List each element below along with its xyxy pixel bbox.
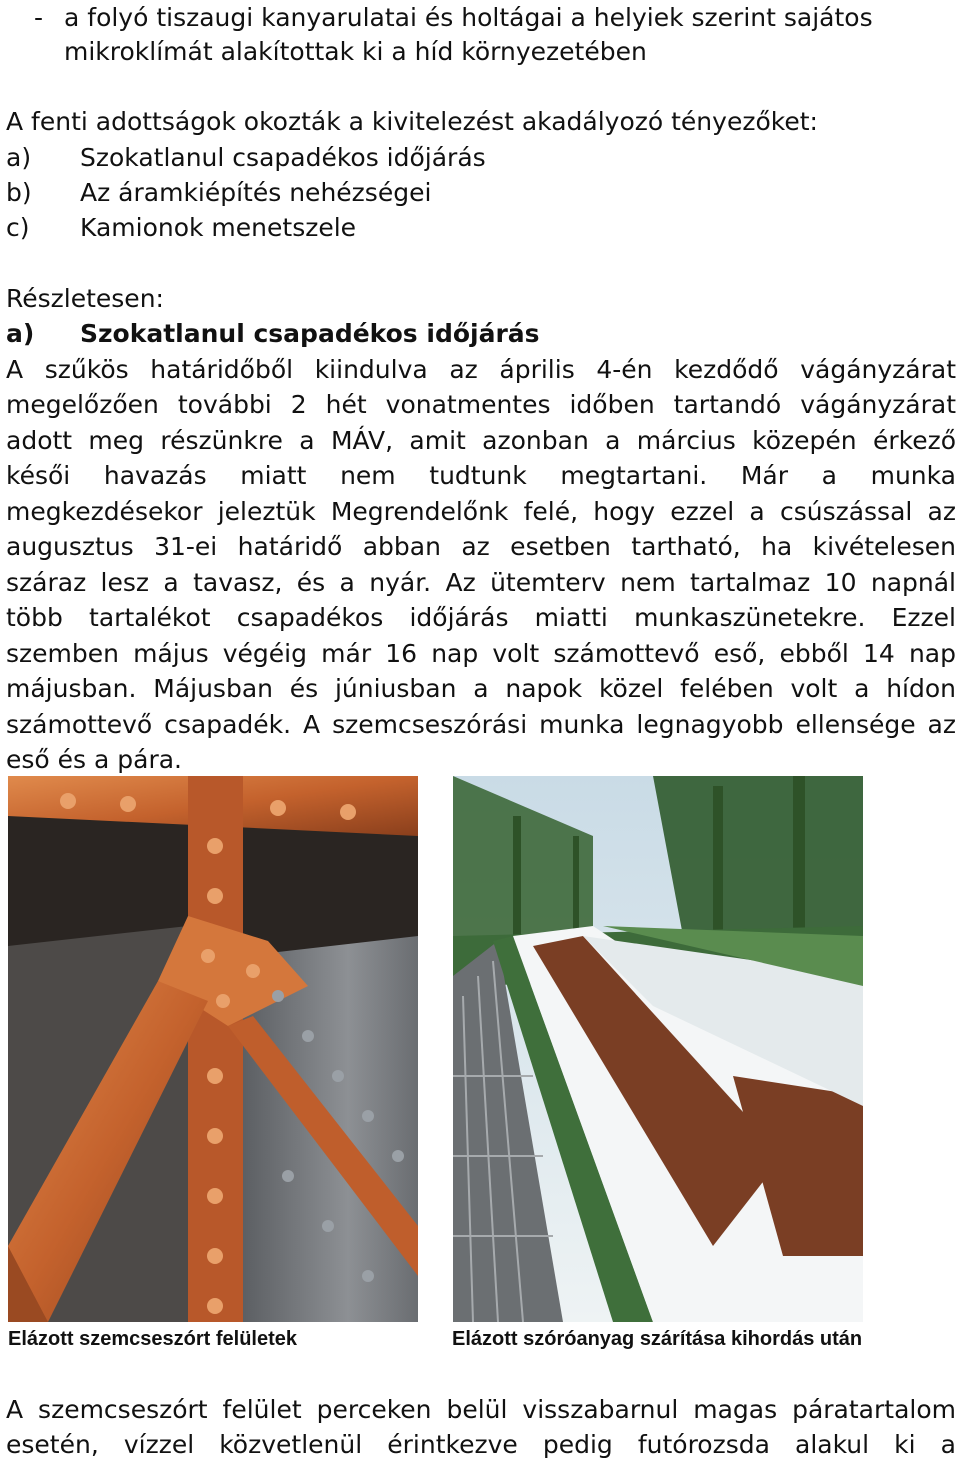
photo-bridge-drying [453, 776, 863, 1322]
caption-left: Elázott szemcseszórt felületek [8, 1328, 297, 1350]
factor-item-c: c) Kamionok menetszele [6, 213, 357, 242]
paragraph-line-11: számottevő csapadék. A szemcseszórási munka legnagyobb ellensége az [6, 710, 956, 739]
paragraph-line-4: késői havazás miatt nem tudtunk megtartani. Már a munka [6, 461, 956, 490]
intro-bullet-line-1: - a folyó tiszaugi kanyarulatai és holtágai a helyiek szerint sajátos [6, 0, 873, 36]
photo-rusted-steel [8, 776, 418, 1322]
intro-bullet-line-2: mikroklímát alakítottak ki a híd környezetében [64, 37, 647, 66]
rusted-steel-illustration [8, 776, 418, 1322]
details-subheading: a) Szokatlanul csapadékos időjárás [6, 319, 540, 348]
details-heading: Részletesen: [6, 284, 164, 313]
paragraph-line-10: májusban. Májusban és júniusban a napok közel felében volt a hídon [6, 674, 956, 703]
paragraph-line-7: száraz lesz a tavasz, és a nyár. Az ütemterv nem tartalmaz 10 napnál [6, 568, 956, 597]
paragraph-line-8: több tartalékot csapadékos időjárás miatti munkaszünetekre. Ezzel [6, 603, 956, 632]
caption-right: Elázott szóróanyag szárítása kihordás után [452, 1328, 863, 1350]
paragraph-line-9: szemben május végéig már 16 nap volt számottevő eső, ebből 14 nap [6, 639, 956, 668]
closing-line-2: esetén, vízzel közvetlenül érintkezve pedig futórozsda alakul ki a [6, 1430, 956, 1459]
paragraph-line-6: augusztus 31-ei határidő abban az esetben tartható, ha kivételesen [6, 532, 956, 561]
bridge-drying-illustration [453, 776, 863, 1322]
paragraph-line-2: megelőzően további 2 hét vonatmentes időben tartandó vágányzárat [6, 390, 956, 419]
bullet-dash: - [34, 3, 44, 32]
closing-line-1: A szemcseszórt felület perceken belül visszabarnul magas páratartalom [6, 1395, 956, 1424]
paragraph-line-5: megkezdésekor jeleztük Megrendelőnk felé, hogy ezzel a csúszással az [6, 497, 956, 526]
paragraph-line-12: eső és a pára. [6, 745, 183, 774]
factor-item-a: a) Szokatlanul csapadékos időjárás [6, 143, 486, 172]
paragraph-line-3: adott meg részünkre a MÁV, amit azonban a március közepén érkező [6, 426, 956, 455]
paragraph-line-1: A szűkös határidőből kiindulva az április 4-én kezdődő vágányzárat [6, 355, 956, 384]
factors-heading: A fenti adottságok okozták a kivitelezést akadályozó tényezőket: [6, 107, 818, 136]
factor-item-b: b) Az áramkiépítés nehézségei [6, 178, 432, 207]
